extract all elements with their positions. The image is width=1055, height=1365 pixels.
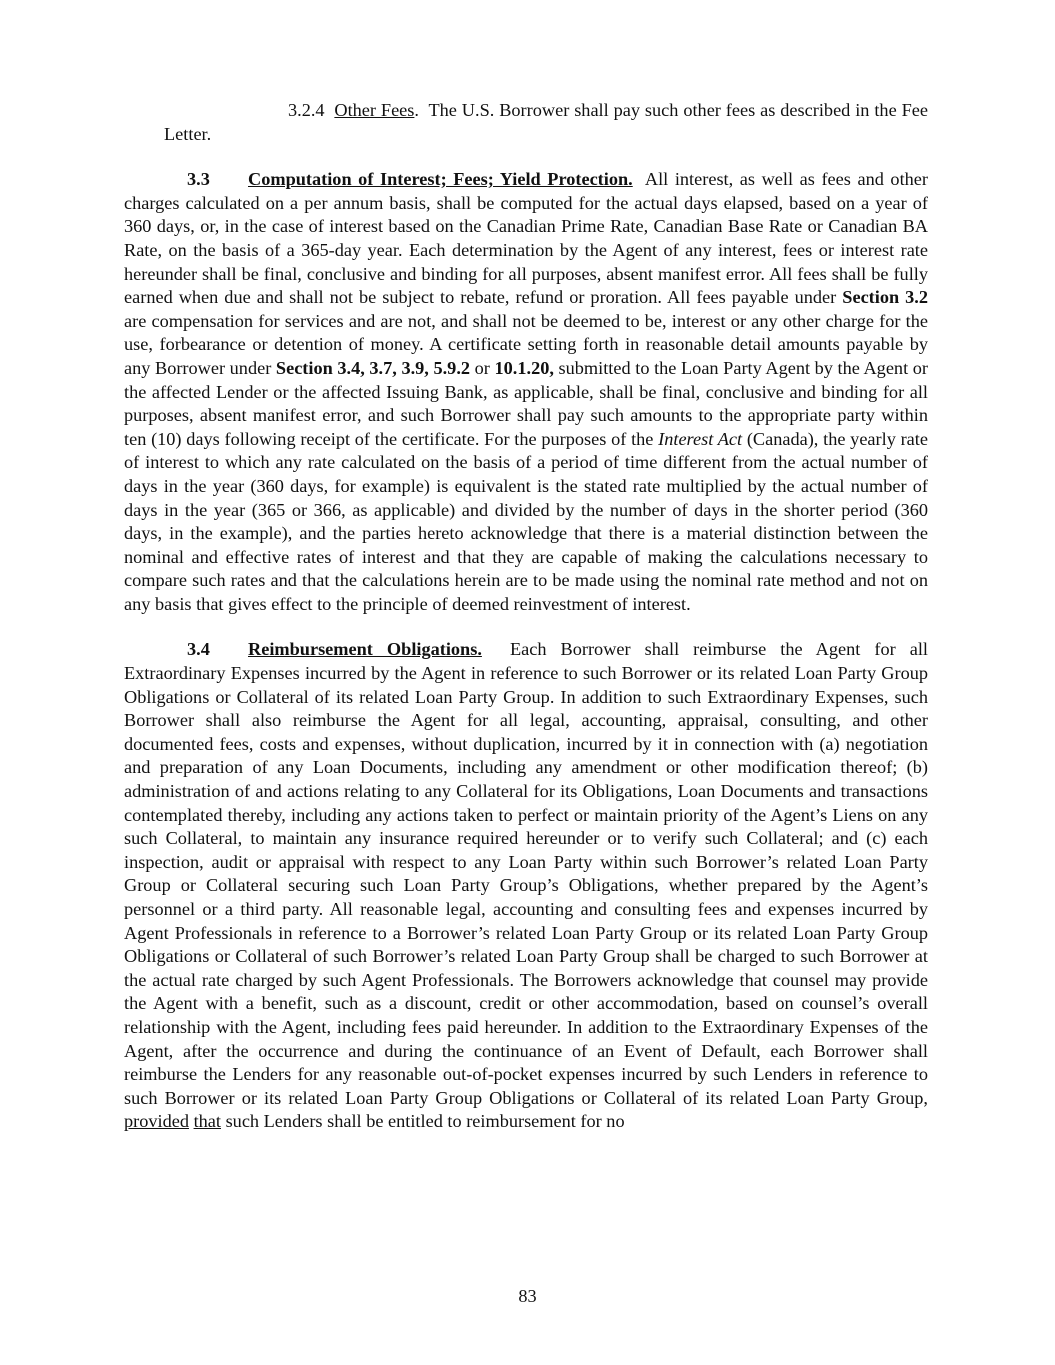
section-text: (Canada), the yearly rate of interest to which any rate calculated on the basis of a period of time different from the actual number of days in the year (360 days, for example) is equivalent is the stated rate multiplied by the actual number of days in the year (365 or 366, as applicable) and divided by the number of days in the shorter period (360 days, in the example), and the parties hereto acknowledge that there is a material distinction between the nominal and effective rates of interest and that they are capable of making the calculations necessary to compare such rates and that the calculations herein are to be made using the nominal rate method and not on any basis that gives effect to the principle of deemed reinvestment of interest.: [124, 428, 928, 614]
cross-reference: Section 3.4, 3.7, 3.9, 5.9.2: [275, 357, 471, 378]
section-title: Reimbursement Obligations.: [248, 639, 482, 660]
section-text: such Lenders shall be entitled to reimbursement for no: [225, 1111, 625, 1132]
section-text: The U.S. Borrower shall pay such other fees as described in the Fee Letter.: [164, 100, 928, 144]
provided-term: provided: [124, 1111, 189, 1132]
section-text: Each Borrower shall reimburse the Agent for all Extraordinary Expenses incurred by the Agent in reference to such Borrower or its related Loan Party Group Obligations or Collateral of its related Loan Party Group. In addition to such Extraordinary Expenses, such Borrower shall also reimburse the Agent for all legal, accounting, appraisal, consulting, and other documented fees, costs and expenses, without duplication, incurred by it in connection with (a) negotiation and preparation of any Loan Documents, including any amendment or other modification thereof; (b) administration of and actions relating to any Collateral for its Obligations, Loan Documents and transactions contemplated thereby, including any actions taken to perfect or maintain priority of the Agent’s Liens on any such Collateral, to maintain any insurance required hereunder or to verify such Collateral; and (c) each inspection, audit or appraisal with respect to any Loan Party within such Borrower’s related Loan Party Group or Collateral securing such Loan Party Group’s Obligations, whether prepared by the Agent’s personnel or a third party. All reasonable legal, accounting and consulting fees and expenses incurred by Agent Professionals in reference to a Borrower’s related Loan Party Group or its related Loan Party Group Obligations or Collateral of such Borrower’s related Loan Party Group shall be charged to such Borrower at the actual rate charged by such Agent Professionals. The Borrowers acknowledge that counsel may provide the Agent with a benefit, such as a discount, credit or other accommodation, based on counsel’s overall relationship with the Agent, including fees paid hereunder. In addition to the Extraordinary Expenses of the Agent, after the occurrence and during the continuance of an Event of Default, each Borrower shall reimburse the Lenders for any reasonable out-of-pocket expenses incurred by such Lenders in reference to such Borrower or its related Loan Party Group Obligations or Collateral of its related Loan Party Group,: [124, 639, 928, 1108]
section-3-2-4: [164, 99, 928, 146]
section-text: or: [474, 357, 490, 378]
document-page: [124, 99, 928, 1134]
section-number: 3.4: [187, 639, 210, 660]
statute-name: Interest Act: [658, 428, 743, 449]
page-number: 83: [518, 1286, 537, 1306]
section-title-punctuation: .: [414, 100, 419, 120]
section-text: are compensation for services and are not, and shall not be deemed to be, interest or any other charge for the use, forbearance or detention of money. A certificate setting forth in reasonable detail amounts payable by any Borrower under: [124, 310, 928, 378]
section-3-3: [124, 168, 928, 616]
section-number: 3.2.4: [288, 100, 325, 120]
section-title: Other Fees: [334, 100, 415, 120]
section-3-4: [124, 638, 928, 1133]
section-text: All interest, as well as fees and other charges calculated on a per annum basis, shall be computed for the actual days elapsed, based on a year of 360 days, or, in the case of interest based on the Canadian Prime Rate, Canadian Base Rate or Canadian BA Rate, on the basis of a 365-day year. Each determination by the Agent of any interest, fees or interest rate hereunder shall be final, conclusive and binding for all purposes, absent manifest error. All fees shall be fully earned when due and shall not be subject to rebate, refund or proration. All fees payable under: [124, 169, 928, 308]
section-text: submitted to the Loan Party Agent by the Agent or the affected Lender or the affected Issuing Bank, as applicable, shall be final, conclusive and binding for all purposes, absent manifest error, and such Borrower shall pay such amounts to the appropriate party within ten (10) days following receipt of the certificate. For the purposes of the: [124, 357, 928, 449]
section-title: Computation of Interest; Fees; Yield Protection.: [248, 169, 633, 190]
cross-reference: Section 3.2: [842, 287, 929, 308]
that-term: that: [193, 1111, 221, 1132]
cross-reference: 10.1.20,: [494, 357, 554, 378]
section-number: 3.3: [187, 169, 210, 190]
